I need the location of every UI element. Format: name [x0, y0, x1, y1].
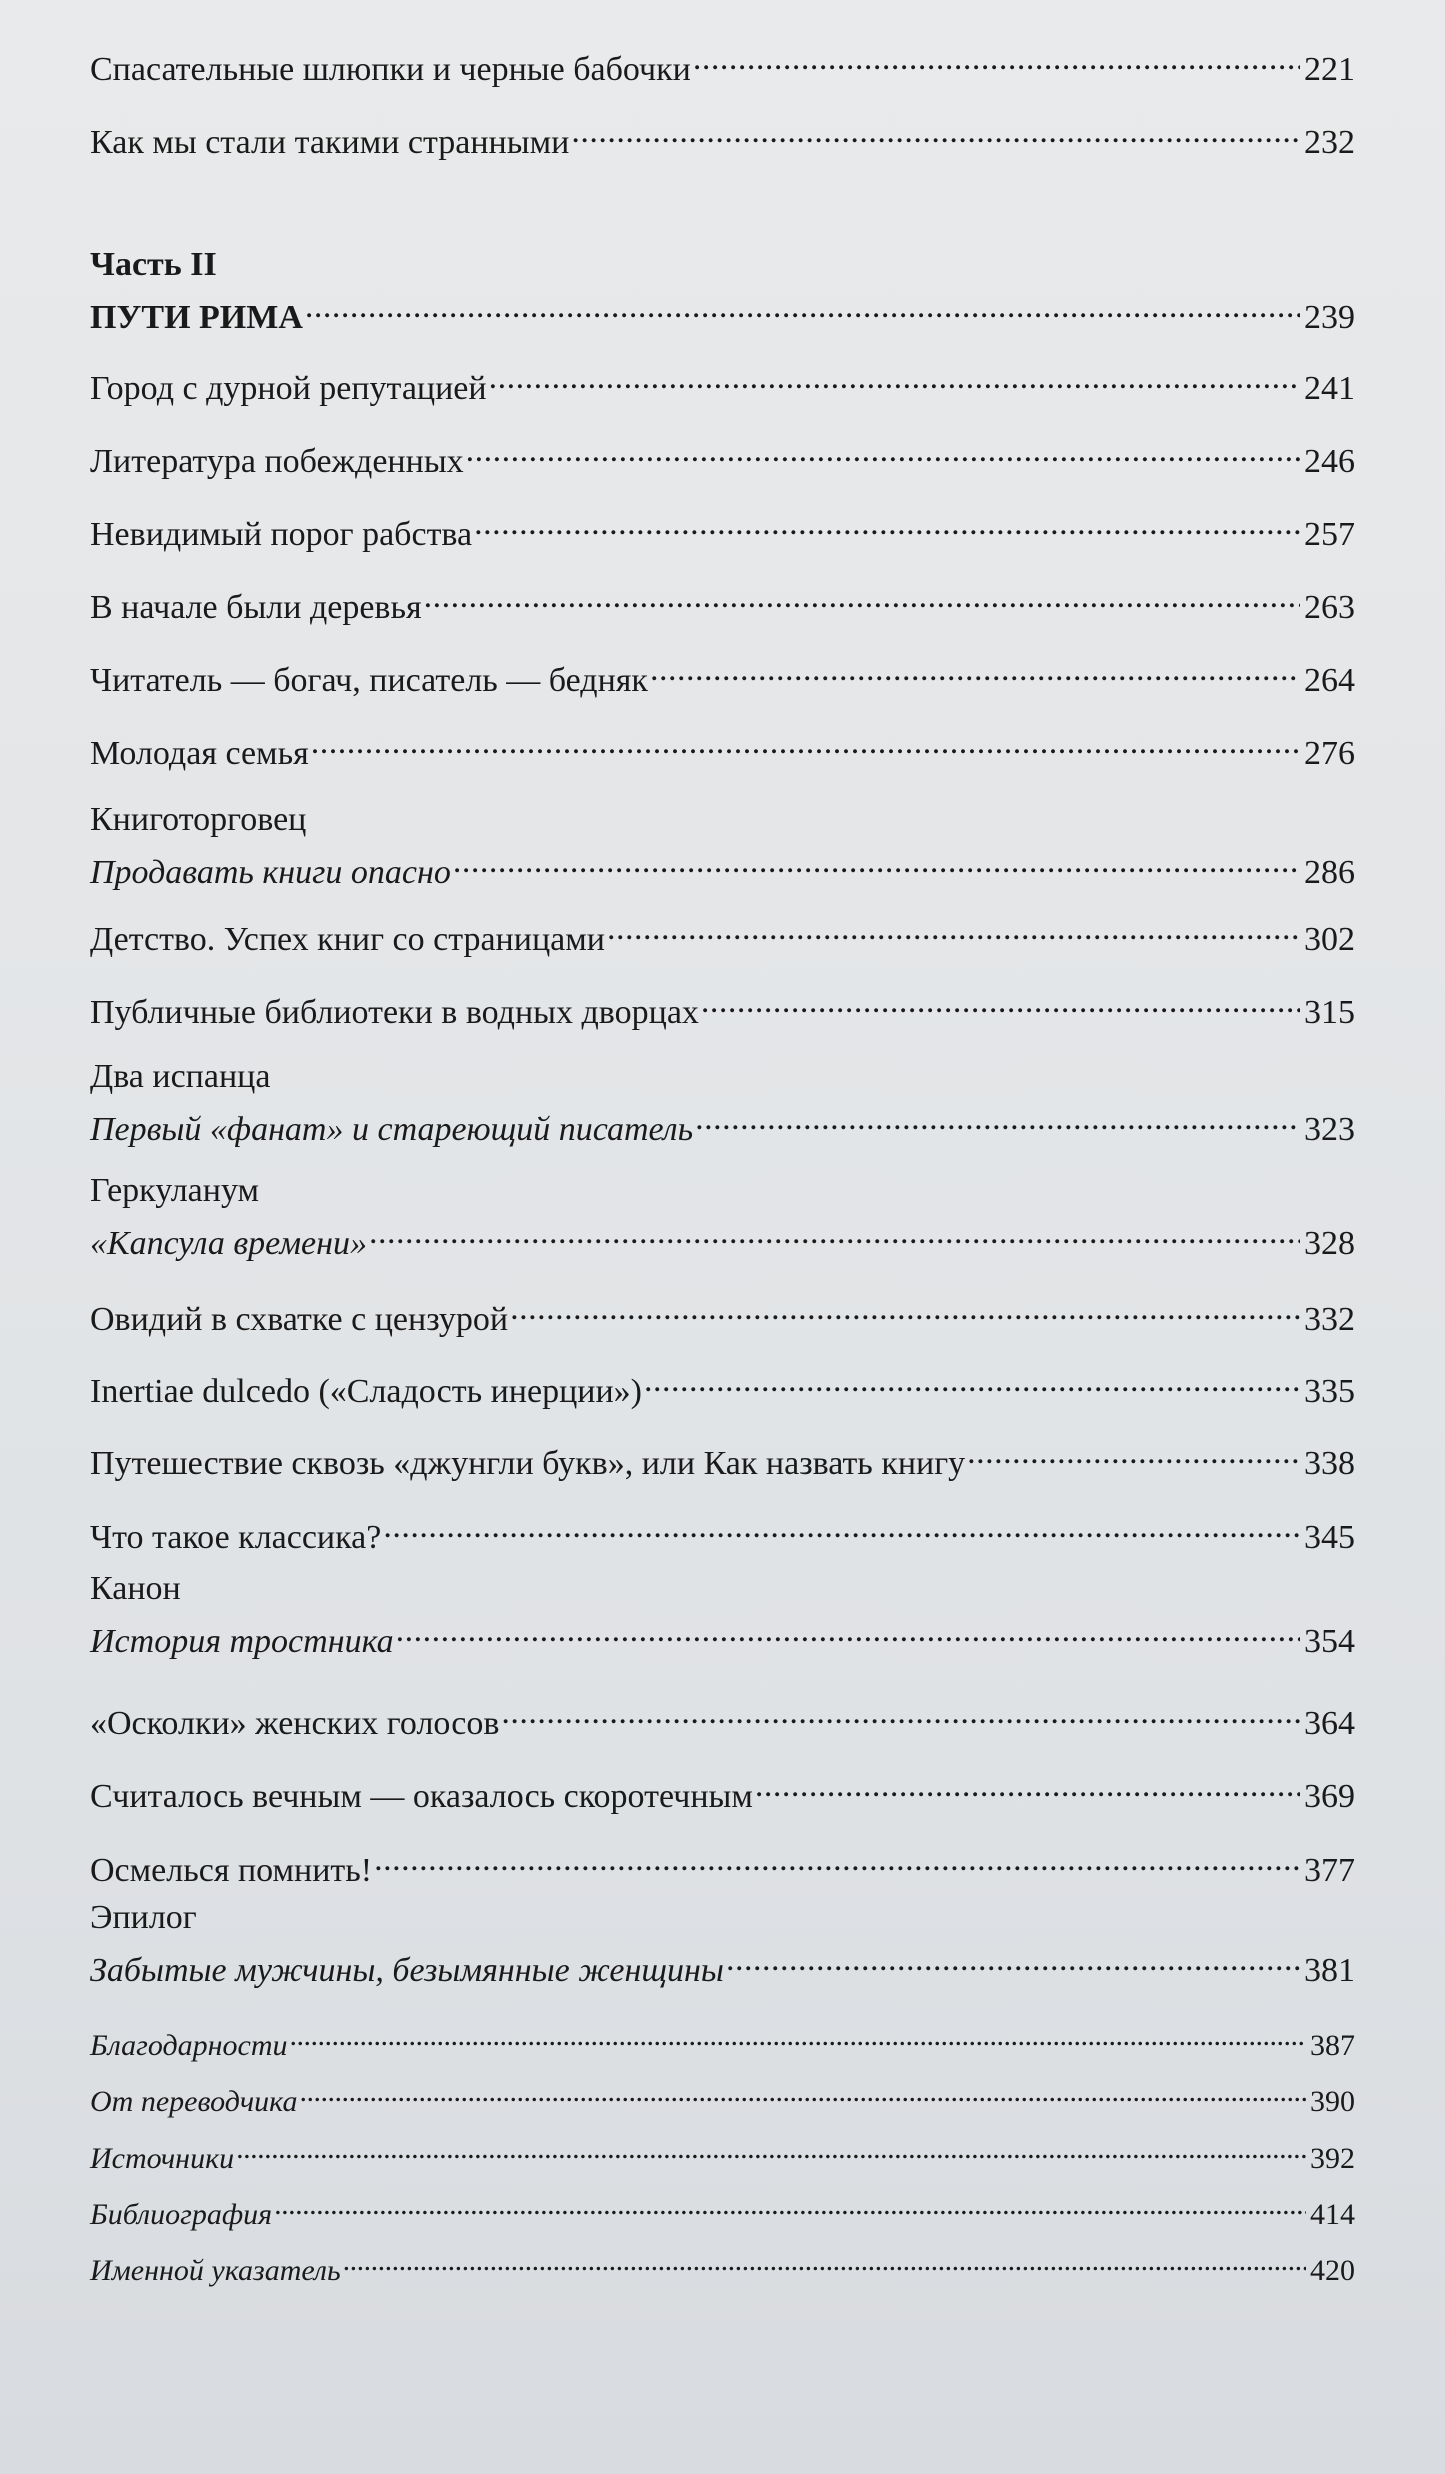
toc-entry-page: 232	[1304, 124, 1355, 161]
toc-entry	[90, 2242, 1355, 2290]
toc-entry-page: 241	[1304, 370, 1355, 407]
dot-leader	[274, 2186, 1306, 2224]
toc-entry-title: Первый «фанат» и стареющий писатель	[90, 1111, 694, 1148]
toc-entry-title: Детство. Успех книг со страницами	[90, 921, 605, 958]
dot-leader	[726, 1939, 1300, 1981]
toc-entry	[90, 1288, 1355, 1341]
toc-entry-page: 286	[1304, 854, 1355, 891]
dot-leader	[510, 1288, 1300, 1330]
toc-entry	[90, 1360, 1355, 1413]
toc-entry-title: В начале были деревья	[90, 589, 422, 626]
dot-leader	[299, 2073, 1306, 2111]
dot-leader	[369, 1212, 1300, 1254]
toc-entry-page: 420	[1310, 2254, 1355, 2287]
toc-chapter-entry	[90, 1056, 1355, 1151]
dot-leader	[607, 908, 1300, 950]
dot-leader	[374, 1839, 1300, 1881]
toc-entry	[90, 1432, 1355, 1485]
toc-entry-page: 332	[1304, 1301, 1355, 1338]
dot-leader	[311, 722, 1300, 764]
toc-entry	[90, 430, 1355, 483]
toc-entry-title: Невидимый порог рабства	[90, 516, 473, 553]
toc-entry-page: 257	[1304, 516, 1355, 553]
toc-entry	[90, 2073, 1355, 2121]
toc-entry	[90, 576, 1355, 629]
toc-entry-page: 276	[1304, 735, 1355, 772]
toc-entry-page: 392	[1310, 2142, 1355, 2175]
dot-leader	[695, 1098, 1300, 1140]
toc-entry-title: Источники	[90, 2142, 235, 2175]
toc-chapter-heading: Эпилог	[90, 1899, 197, 1936]
toc-entry-page: 221	[1304, 51, 1355, 88]
toc-entry-title: Осмелься помнить!	[90, 1852, 373, 1889]
toc-entry-page: 377	[1304, 1852, 1355, 1889]
toc-entry-title: ПУТИ РИМА	[90, 299, 303, 336]
toc-chapter-heading: Канон	[90, 1570, 181, 1607]
toc-entry-title: Спасательные шлюпки и черные бабочки	[90, 51, 691, 88]
toc-entry-page: 387	[1310, 2029, 1355, 2062]
toc-entry-title: Забытые мужчины, безымянные женщины	[90, 1952, 724, 1989]
toc-entry-page: 315	[1304, 994, 1355, 1031]
toc-part-entry	[90, 244, 1355, 339]
toc-entry-title: История тростника	[90, 1623, 394, 1660]
toc-entry	[90, 981, 1355, 1034]
toc-entry	[90, 1765, 1355, 1818]
toc-entry	[90, 38, 1355, 91]
toc-entry-page: 263	[1304, 589, 1355, 626]
toc-entry	[90, 357, 1355, 410]
toc-chapter-heading: Геркуланум	[90, 1172, 260, 1209]
dot-leader	[967, 1432, 1300, 1474]
toc-entry-title: Считалось вечным — оказалось скоротечным	[90, 1778, 753, 1815]
toc-entry-title: Что такое классика?	[90, 1519, 382, 1556]
dot-leader	[650, 649, 1300, 691]
toc-entry-page: 338	[1304, 1445, 1355, 1482]
toc-entry-page: 345	[1304, 1519, 1355, 1556]
toc-entry	[90, 111, 1355, 164]
dot-leader	[489, 357, 1300, 399]
toc-chapter-entry	[90, 799, 1355, 894]
toc-chapter-entry	[90, 1170, 1355, 1265]
dot-leader	[501, 1692, 1300, 1734]
toc-entry	[90, 1839, 1355, 1892]
dot-leader	[571, 111, 1300, 153]
dot-leader	[466, 430, 1300, 472]
dot-leader	[474, 503, 1300, 545]
dot-leader	[755, 1765, 1300, 1807]
toc-entry-page: 264	[1304, 662, 1355, 699]
toc-chapter-entry	[90, 1897, 1355, 1992]
toc-entry	[90, 2017, 1355, 2065]
dot-leader	[343, 2242, 1306, 2280]
toc-entry	[90, 2186, 1355, 2234]
toc-entry-title: Именной указатель	[90, 2254, 341, 2287]
toc-entry-page: 369	[1304, 1778, 1355, 1815]
toc-entry-page: 364	[1304, 1705, 1355, 1742]
toc-entry-page: 390	[1310, 2085, 1355, 2118]
toc-entry	[90, 908, 1355, 961]
toc-entry-page: 354	[1304, 1623, 1355, 1660]
toc-entry-title: Путешествие сквозь «джунгли букв», или Как назвать книгу	[90, 1445, 966, 1482]
dot-leader	[424, 576, 1300, 618]
toc-part-heading: Часть II	[90, 246, 217, 283]
toc-entry-page: 302	[1304, 921, 1355, 958]
toc-entry	[90, 2130, 1355, 2178]
dot-leader	[396, 1610, 1300, 1652]
toc-entry-title: От переводчика	[90, 2085, 298, 2118]
toc-entry	[90, 1506, 1355, 1559]
toc-entry-title: Библиография	[90, 2198, 273, 2231]
toc-entry	[90, 649, 1355, 702]
toc-entry	[90, 503, 1355, 556]
toc-entry-title: Публичные библиотеки в водных дворцах	[90, 994, 699, 1031]
dot-leader	[290, 2017, 1307, 2055]
toc-entry-page: 381	[1304, 1952, 1355, 1989]
dot-leader	[701, 981, 1300, 1023]
dot-leader	[644, 1360, 1300, 1402]
toc-entry-title: Литература побежденных	[90, 443, 464, 480]
toc-entry-title: Молодая семья	[90, 735, 309, 772]
toc-chapter-entry	[90, 1568, 1355, 1663]
toc-entry-page: 335	[1304, 1373, 1355, 1410]
toc-entry-title: Читатель — богач, писатель — бедняк	[90, 662, 648, 699]
toc-entry-title: Город с дурной репутацией	[90, 370, 487, 407]
toc-entry-page: 328	[1304, 1225, 1355, 1262]
toc-entry-title: Продавать книги опасно	[90, 854, 451, 891]
toc-chapter-heading: Два испанца	[90, 1058, 271, 1095]
toc-chapter-heading: Книготорговец	[90, 801, 307, 838]
dot-leader	[236, 2130, 1306, 2168]
toc-entry-page: 246	[1304, 443, 1355, 480]
toc-entry-page: 239	[1304, 299, 1355, 336]
toc-entry-page: 414	[1310, 2198, 1355, 2231]
toc-entry-title: Как мы стали такими странными	[90, 124, 570, 161]
toc-entry-title: Овидий в схватке с цензурой	[90, 1301, 509, 1338]
toc-entry-page: 323	[1304, 1111, 1355, 1148]
toc-entry	[90, 722, 1355, 775]
dot-leader	[453, 841, 1300, 883]
toc-entry-title: Благодарности	[90, 2029, 288, 2062]
toc-entry-title: «Капсула времени»	[90, 1225, 368, 1262]
toc-entry-title: Inertiae dulcedo («Сладость инерции»)	[90, 1373, 642, 1410]
toc-entry-title: «Осколки» женских голосов	[90, 1705, 500, 1742]
toc-entry	[90, 1692, 1355, 1745]
dot-leader	[693, 38, 1300, 80]
dot-leader	[383, 1506, 1300, 1548]
dot-leader	[305, 286, 1300, 328]
